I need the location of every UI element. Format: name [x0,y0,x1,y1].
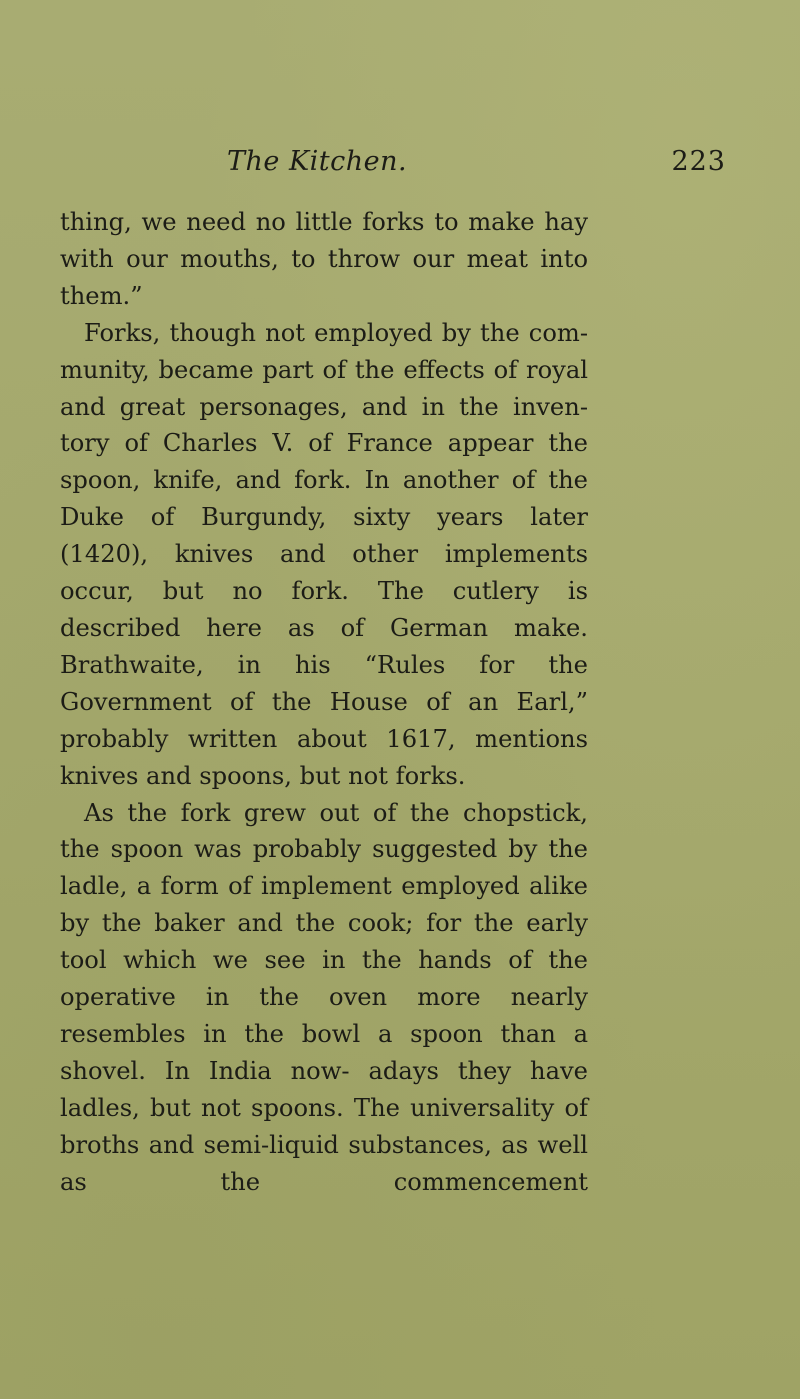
running-head [60,146,740,186]
paragraph-forks: Forks, though not employed by the com- munity, became part of the effects of royal and great personages, and in the inven- tory of Charles V. of France appear the spoon, knife, and fork. In another of the Duke of Burgundy, sixty years later (1420), knives and other implements occur, but no fork. The cutlery is described here as of German make. Brathwaite, in his “Rules for the Government of the House of an Earl,” probably written about 1617, mentions knives and spoons, but not forks. [60,318,588,790]
paragraph-spoon: As the fork grew out of the chopstick, the spoon was probably suggested by the ladle, a form of implement employed alike by the baker and the cook; for the early tool which we see in the hands of the operative in the oven more nearly resembles in the bowl a spoon than a shovel. In India now- adays they have ladles, but not spoons. The universality of broths and semi-liquid substances, as well as the commencement [60,798,588,1196]
body-text [60,204,588,1200]
page-number: 223 [671,146,726,177]
chapter-title: The Kitchen. [227,146,408,177]
paragraph-continuation: thing, we need no little forks to make hay with our mouths, to throw our meat into them.” [60,208,588,310]
